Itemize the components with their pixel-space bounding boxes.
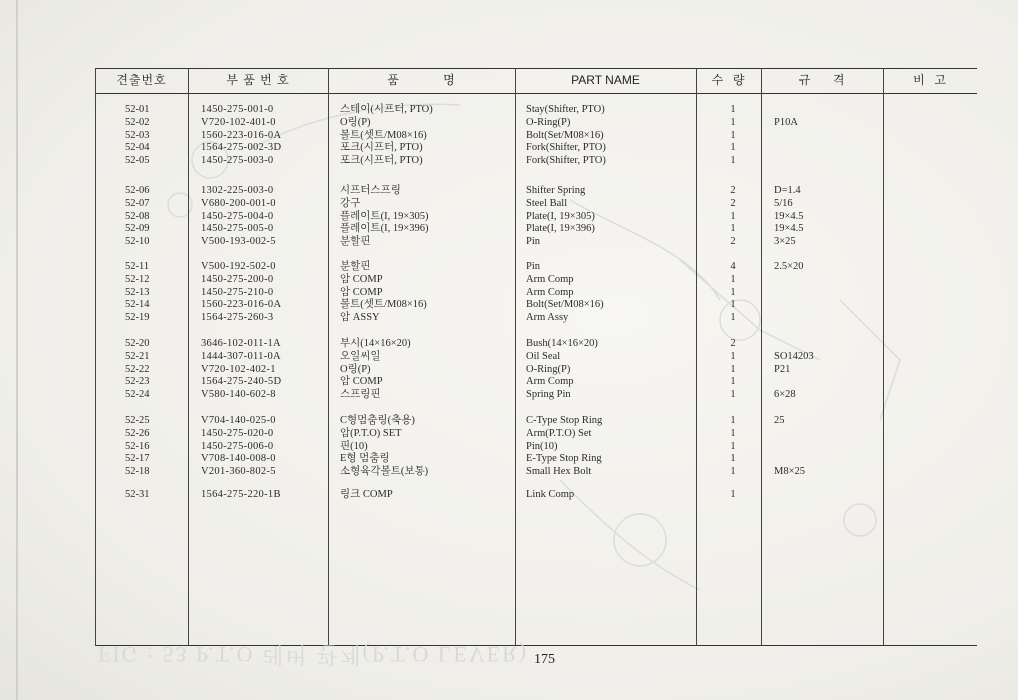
part-no-cell: 52-20 bbox=[125, 338, 150, 349]
header-part-number: 부 품 번 호 bbox=[226, 73, 290, 87]
spec-cell: P21 bbox=[774, 363, 791, 375]
part-name-cell: O-Ring(P) bbox=[526, 363, 571, 375]
spec-cell: 25 bbox=[774, 415, 785, 426]
part-no-cell: 52-24 bbox=[125, 389, 150, 401]
part-name-cell: Plate(I, 19×305) bbox=[526, 210, 595, 222]
korean-name-cell: 강구 bbox=[340, 197, 361, 209]
header-spec: 규 격 bbox=[798, 73, 846, 87]
korean-name-cell: 스프링핀 bbox=[340, 389, 381, 401]
quantity-cell: 2 bbox=[730, 236, 736, 248]
part-number-cell: V580-140-602-8 bbox=[201, 389, 276, 401]
part-number-cell: V704-140-025-0 bbox=[201, 415, 276, 426]
table-row bbox=[95, 389, 977, 401]
part-number-cell: 1564-275-002-3D bbox=[201, 142, 282, 154]
korean-name-cell: 링크 COMP bbox=[340, 489, 393, 500]
part-name-cell: Arm(P.T.O) Set bbox=[526, 427, 592, 439]
part-no-cell: 52-14 bbox=[125, 299, 150, 311]
part-name-cell: Arm Comp bbox=[526, 376, 574, 388]
part-name-cell: Arm Comp bbox=[526, 286, 574, 298]
header-korean-name: 품 명 bbox=[387, 73, 456, 87]
table-row bbox=[95, 287, 977, 299]
part-name-cell: Bolt(Set/M08×16) bbox=[526, 129, 604, 141]
table-row bbox=[95, 428, 977, 440]
spec-cell: 19×4.5 bbox=[774, 210, 804, 222]
table-row bbox=[95, 117, 977, 129]
part-no-cell: 52-02 bbox=[125, 116, 150, 128]
part-no-cell: 52-04 bbox=[125, 142, 150, 154]
quantity-cell: 1 bbox=[730, 273, 736, 285]
part-no-cell: 52-03 bbox=[125, 129, 150, 141]
quantity-cell: 1 bbox=[730, 427, 736, 439]
korean-name-cell: E형 멈춤링 bbox=[340, 453, 390, 465]
part-name-cell: O-Ring(P) bbox=[526, 116, 571, 128]
korean-name-cell: 포크(시프터, PTO) bbox=[340, 155, 423, 167]
part-no-cell: 52-16 bbox=[125, 440, 150, 452]
part-no-cell: 52-31 bbox=[125, 489, 150, 500]
part-number-cell: 1450-275-005-0 bbox=[201, 223, 274, 235]
spec-cell: M8×25 bbox=[774, 466, 806, 478]
quantity-cell: 1 bbox=[730, 299, 736, 311]
table-row bbox=[95, 466, 977, 478]
part-number-cell: 1564-275-220-1B bbox=[201, 489, 281, 500]
spec-cell: 2.5×20 bbox=[774, 261, 804, 272]
quantity-cell: 1 bbox=[730, 223, 736, 235]
table-row bbox=[95, 351, 977, 363]
quantity-cell: 1 bbox=[730, 286, 736, 298]
quantity-cell: 2 bbox=[730, 185, 736, 196]
spec-cell: SO14203 bbox=[774, 350, 814, 362]
table-row bbox=[95, 489, 977, 501]
part-name-cell: Pin bbox=[526, 261, 541, 272]
korean-name-cell: O링(P) bbox=[340, 363, 371, 375]
quantity-cell: 2 bbox=[730, 197, 736, 209]
quantity-cell: 4 bbox=[730, 261, 736, 272]
quantity-cell: 1 bbox=[730, 116, 736, 128]
table-row bbox=[95, 376, 977, 388]
spec-cell: 5/16 bbox=[774, 197, 793, 209]
part-no-cell: 52-10 bbox=[125, 236, 150, 248]
table-row bbox=[95, 312, 977, 324]
korean-name-cell: 볼트(셋트/M08×16) bbox=[340, 299, 427, 311]
part-number-cell: 1450-275-001-0 bbox=[201, 104, 274, 115]
table-row bbox=[95, 185, 977, 197]
part-no-cell: 52-17 bbox=[125, 453, 150, 465]
part-number-cell: 1450-275-020-0 bbox=[201, 427, 274, 439]
part-name-cell: Bush(14×16×20) bbox=[526, 338, 598, 349]
quantity-cell: 1 bbox=[730, 155, 736, 167]
part-name-cell: Arm Comp bbox=[526, 273, 574, 285]
spec-cell: 6×28 bbox=[774, 389, 796, 401]
part-number-cell: V720-102-401-0 bbox=[201, 116, 276, 128]
part-no-cell: 52-23 bbox=[125, 376, 150, 388]
korean-name-cell: 시프터스프링 bbox=[340, 185, 401, 196]
korean-name-cell: 암 COMP bbox=[340, 286, 383, 298]
part-number-cell: 1444-307-011-0A bbox=[201, 350, 281, 362]
part-number-cell: V680-200-001-0 bbox=[201, 197, 276, 209]
part-name-cell: Arm Assy bbox=[526, 312, 569, 324]
part-name-cell: Pin bbox=[526, 236, 541, 248]
part-name-cell: Steel Ball bbox=[526, 197, 568, 209]
part-number-cell: 1450-275-006-0 bbox=[201, 440, 274, 452]
part-name-cell: Fork(Shifter, PTO) bbox=[526, 142, 606, 154]
part-name-cell: Plate(I, 19×396) bbox=[526, 223, 595, 235]
part-no-cell: 52-11 bbox=[125, 261, 150, 272]
header-remarks: 비 고 bbox=[913, 73, 947, 87]
quantity-cell: 1 bbox=[730, 210, 736, 222]
part-name-cell: Link Comp bbox=[526, 489, 575, 500]
table-row bbox=[95, 299, 977, 311]
part-no-cell: 52-25 bbox=[125, 415, 150, 426]
korean-name-cell: 플레이트(I, 19×396) bbox=[340, 223, 429, 235]
part-number-cell: 1560-223-016-0A bbox=[201, 299, 282, 311]
part-number-cell: V720-102-402-1 bbox=[201, 363, 276, 375]
spec-cell: P10A bbox=[774, 116, 798, 128]
part-name-cell: Spring Pin bbox=[526, 389, 571, 401]
header-part-name: PART NAME bbox=[571, 73, 640, 87]
part-number-cell: V201-360-802-5 bbox=[201, 466, 276, 478]
quantity-cell: 1 bbox=[730, 489, 736, 500]
table-row bbox=[95, 453, 977, 465]
part-name-cell: Bolt(Set/M08×16) bbox=[526, 299, 604, 311]
part-number-cell: 3646-102-011-1A bbox=[201, 338, 281, 349]
korean-name-cell: 오일씨일 bbox=[340, 350, 381, 362]
table-row bbox=[95, 415, 977, 427]
bleed-through-caption: FIG : 53 P.T.O 레버 관계(P.T.O LEVER) bbox=[98, 642, 529, 667]
table-row bbox=[95, 274, 977, 286]
spec-cell: D=1.4 bbox=[774, 185, 801, 196]
part-number-cell: 1564-275-260-3 bbox=[201, 312, 274, 324]
quantity-cell: 1 bbox=[730, 142, 736, 154]
part-no-cell: 52-06 bbox=[125, 185, 150, 196]
korean-name-cell: C형멈춤링(축용) bbox=[340, 415, 415, 426]
table-row bbox=[95, 211, 977, 223]
korean-name-cell: 핀(10) bbox=[340, 440, 368, 452]
quantity-cell: 1 bbox=[730, 376, 736, 388]
part-no-cell: 52-18 bbox=[125, 466, 150, 478]
quantity-cell: 1 bbox=[730, 312, 736, 324]
part-no-cell: 52-07 bbox=[125, 197, 150, 209]
spec-cell: 19×4.5 bbox=[774, 223, 804, 235]
part-no-cell: 52-05 bbox=[125, 155, 150, 167]
table-row bbox=[95, 198, 977, 210]
table-row bbox=[95, 142, 977, 154]
korean-name-cell: 볼트(셋트/M08×16) bbox=[340, 129, 427, 141]
part-name-cell: E-Type Stop Ring bbox=[526, 453, 602, 465]
korean-name-cell: 암 COMP bbox=[340, 376, 383, 388]
part-name-cell: C-Type Stop Ring bbox=[526, 415, 603, 426]
table-row bbox=[95, 223, 977, 235]
part-no-cell: 52-26 bbox=[125, 427, 150, 439]
part-name-cell: Shifter Spring bbox=[526, 185, 586, 196]
table-row bbox=[95, 338, 977, 350]
part-number-cell: V500-193-002-5 bbox=[201, 236, 276, 248]
parts-table bbox=[95, 68, 977, 646]
korean-name-cell: 분할핀 bbox=[340, 236, 371, 248]
part-number-cell: 1450-275-004-0 bbox=[201, 210, 274, 222]
korean-name-cell: 분할핀 bbox=[340, 261, 371, 272]
part-no-cell: 52-19 bbox=[125, 312, 150, 324]
part-name-cell: Pin(10) bbox=[526, 440, 558, 452]
part-number-cell: 1560-223-016-0A bbox=[201, 129, 282, 141]
table-row bbox=[95, 441, 977, 453]
quantity-cell: 1 bbox=[730, 453, 736, 465]
table-row bbox=[95, 104, 977, 116]
part-number-cell: V500-192-502-0 bbox=[201, 261, 276, 272]
korean-name-cell: 스테이(시프터, PTO) bbox=[340, 104, 433, 115]
header-no: 견출번호 bbox=[116, 73, 167, 87]
quantity-cell: 1 bbox=[730, 363, 736, 375]
quantity-cell: 1 bbox=[730, 350, 736, 362]
table-row bbox=[95, 236, 977, 248]
part-name-cell: Small Hex Bolt bbox=[526, 466, 592, 478]
table-row bbox=[95, 261, 977, 273]
part-number-cell: 1564-275-240-5D bbox=[201, 376, 282, 388]
part-no-cell: 52-12 bbox=[125, 273, 150, 285]
part-name-cell: Oil Seal bbox=[526, 350, 561, 362]
part-no-cell: 52-21 bbox=[125, 350, 150, 362]
spec-cell: 3×25 bbox=[774, 236, 796, 248]
korean-name-cell: 암(P.T.O) SET bbox=[340, 427, 402, 439]
table-row bbox=[95, 130, 977, 142]
part-no-cell: 52-01 bbox=[125, 104, 150, 115]
korean-name-cell: O링(P) bbox=[340, 116, 371, 128]
korean-name-cell: 소형육각볼트(보통) bbox=[340, 466, 429, 478]
korean-name-cell: 포크(시프터, PTO) bbox=[340, 142, 423, 154]
part-number-cell: V708-140-008-0 bbox=[201, 453, 276, 465]
part-no-cell: 52-22 bbox=[125, 363, 150, 375]
page-number: 175 bbox=[534, 652, 555, 667]
quantity-cell: 2 bbox=[730, 338, 736, 349]
quantity-cell: 1 bbox=[730, 415, 736, 426]
table-row bbox=[95, 364, 977, 376]
header-quantity: 수 량 bbox=[711, 73, 746, 87]
part-name-cell: Fork(Shifter, PTO) bbox=[526, 155, 606, 167]
part-number-cell: 1450-275-200-0 bbox=[201, 273, 274, 285]
quantity-cell: 1 bbox=[730, 466, 736, 478]
korean-name-cell: 플레이트(I, 19×305) bbox=[340, 210, 429, 222]
table-row bbox=[95, 155, 977, 167]
quantity-cell: 1 bbox=[730, 440, 736, 452]
korean-name-cell: 암 COMP bbox=[340, 273, 383, 285]
part-no-cell: 52-08 bbox=[125, 210, 150, 222]
quantity-cell: 1 bbox=[730, 389, 736, 401]
quantity-cell: 1 bbox=[730, 104, 736, 115]
korean-name-cell: 부시(14×16×20) bbox=[340, 338, 411, 349]
header-bottom-rule bbox=[95, 93, 977, 94]
korean-name-cell: 암 ASSY bbox=[340, 312, 380, 324]
part-number-cell: 1302-225-003-0 bbox=[201, 185, 274, 196]
quantity-cell: 1 bbox=[730, 129, 736, 141]
part-number-cell: 1450-275-003-0 bbox=[201, 155, 274, 167]
part-no-cell: 52-09 bbox=[125, 223, 150, 235]
part-number-cell: 1450-275-210-0 bbox=[201, 286, 274, 298]
part-name-cell: Stay(Shifter, PTO) bbox=[526, 104, 605, 115]
part-no-cell: 52-13 bbox=[125, 286, 150, 298]
